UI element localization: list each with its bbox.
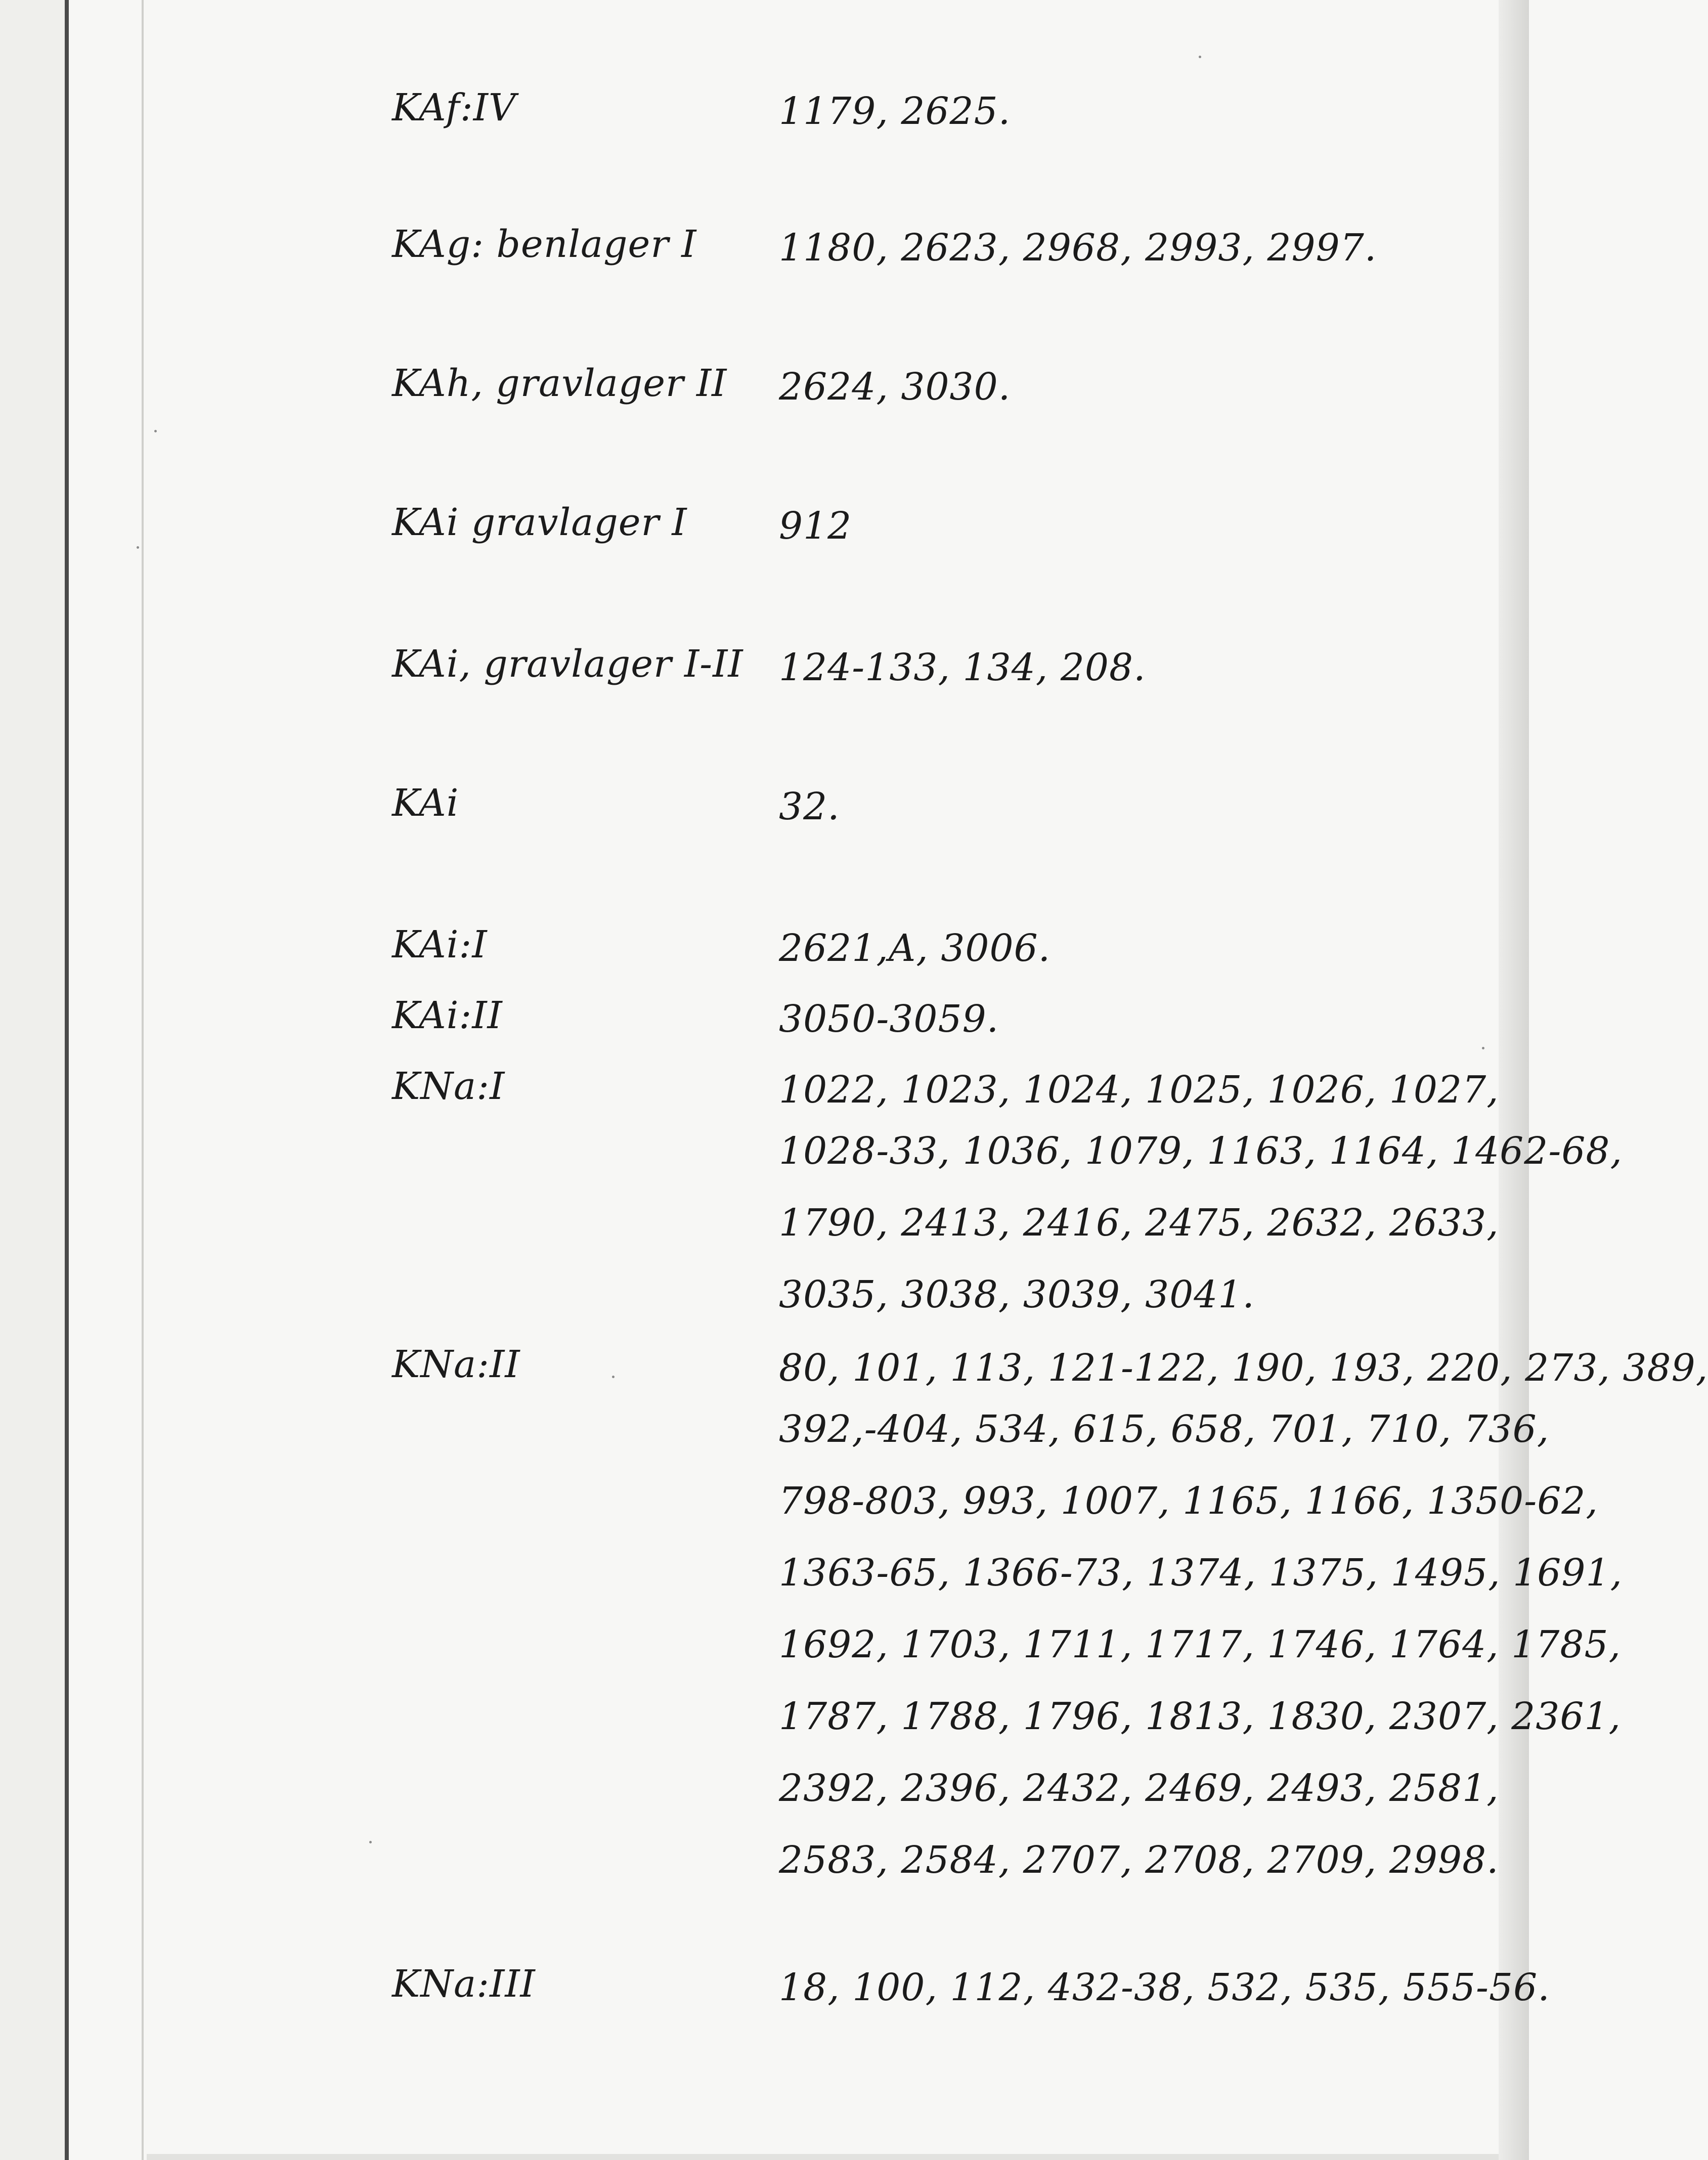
entry-numbers-line: 124-133, 134, 208. (779, 646, 1146, 689)
entry-row (0, 501, 1529, 566)
entry-numbers-line: 3050-3059. (779, 997, 999, 1041)
entry-numbers-line: 1180, 2623, 2968, 2993, 2997. (779, 226, 1377, 270)
entry-numbers-line: 2583, 2584, 2707, 2708, 2709, 2998. (779, 1838, 1499, 1882)
entry-numbers-line: 18, 100, 112, 432-38, 532, 535, 555-56. (779, 1966, 1550, 2009)
entry-numbers-line: 32. (779, 785, 840, 828)
entry-label: KAi (392, 781, 459, 825)
entry-row (0, 923, 1529, 989)
scan-speck (154, 430, 157, 432)
entry-label: KAg: benlager I (392, 223, 697, 266)
entry-label: KAi:I (392, 923, 488, 966)
scan-speck (1199, 56, 1201, 58)
scan-bottom-edge (147, 2154, 1499, 2160)
entry-row (0, 86, 1529, 152)
entry-row (0, 642, 1529, 708)
entry-numbers (779, 1962, 1550, 2013)
entry-numbers (779, 362, 1487, 412)
entry-numbers-line: 3035, 3038, 3039, 3041. (779, 1273, 1255, 1316)
entry-row (0, 994, 1529, 1060)
entry-label: KAi:II (392, 994, 503, 1037)
entry-numbers-line: 1363-65, 1366-73, 1374, 1375, 1495, 1691, (779, 1551, 1623, 1595)
entry-row (0, 223, 1529, 288)
entry-row (0, 362, 1529, 427)
entry-numbers-line: 1179, 2625. (779, 90, 1011, 133)
entry-numbers-line: 1028-33, 1036, 1079, 1163, 1164, 1462-68, (779, 1129, 1623, 1173)
entry-row (0, 1065, 1623, 1348)
entry-label: KNa:I (392, 1065, 505, 1108)
entry-numbers (779, 1065, 1623, 1331)
entry-numbers-line: 392,-404, 534, 615, 658, 701, 710, 736, (779, 1407, 1550, 1451)
entry-numbers (779, 994, 1487, 1044)
entry-numbers (779, 223, 1487, 273)
entry-label: KNa:III (392, 1962, 536, 2006)
entry-label: KAi gravlager I (392, 501, 687, 544)
entry-numbers-line: 798-803, 993, 1007, 1165, 1166, 1350-62, (779, 1479, 1598, 1523)
entry-numbers (779, 1343, 1708, 1896)
entry-label: KAf:IV (392, 86, 516, 129)
entry-label: KAi, gravlager I-II (392, 642, 743, 686)
entry-label: KNa:II (392, 1343, 520, 1386)
entry-numbers-line: 1692, 1703, 1711, 1717, 1746, 1764, 1785, (779, 1623, 1622, 1666)
entry-numbers-line: 2624, 3030. (779, 365, 1011, 409)
entry-row (0, 1343, 1708, 1909)
entry-numbers (779, 923, 1487, 974)
entry-numbers-line: 2621,A, 3006. (779, 927, 1051, 970)
entry-numbers-line: 1790, 2413, 2416, 2475, 2632, 2633, (779, 1201, 1499, 1245)
entry-numbers-line: 912 (779, 504, 852, 548)
entry-numbers-line: 80, 101, 113, 121-122, 190, 193, 220, 273, 389, (779, 1346, 1708, 1390)
entry-numbers-line: 1022, 1023, 1024, 1025, 1026, 1027, (779, 1068, 1499, 1112)
entry-numbers (779, 781, 1487, 832)
entry-row (0, 781, 1529, 847)
entry-row (0, 1962, 1550, 2028)
entry-numbers-line: 2392, 2396, 2432, 2469, 2493, 2581, (779, 1767, 1499, 1810)
entry-numbers (779, 642, 1487, 693)
entry-label: KAh, gravlager II (392, 362, 727, 405)
entry-numbers-line: 1787, 1788, 1796, 1813, 1830, 2307, 2361, (779, 1695, 1622, 1738)
entry-numbers (779, 501, 1487, 551)
entry-numbers (779, 86, 1487, 137)
